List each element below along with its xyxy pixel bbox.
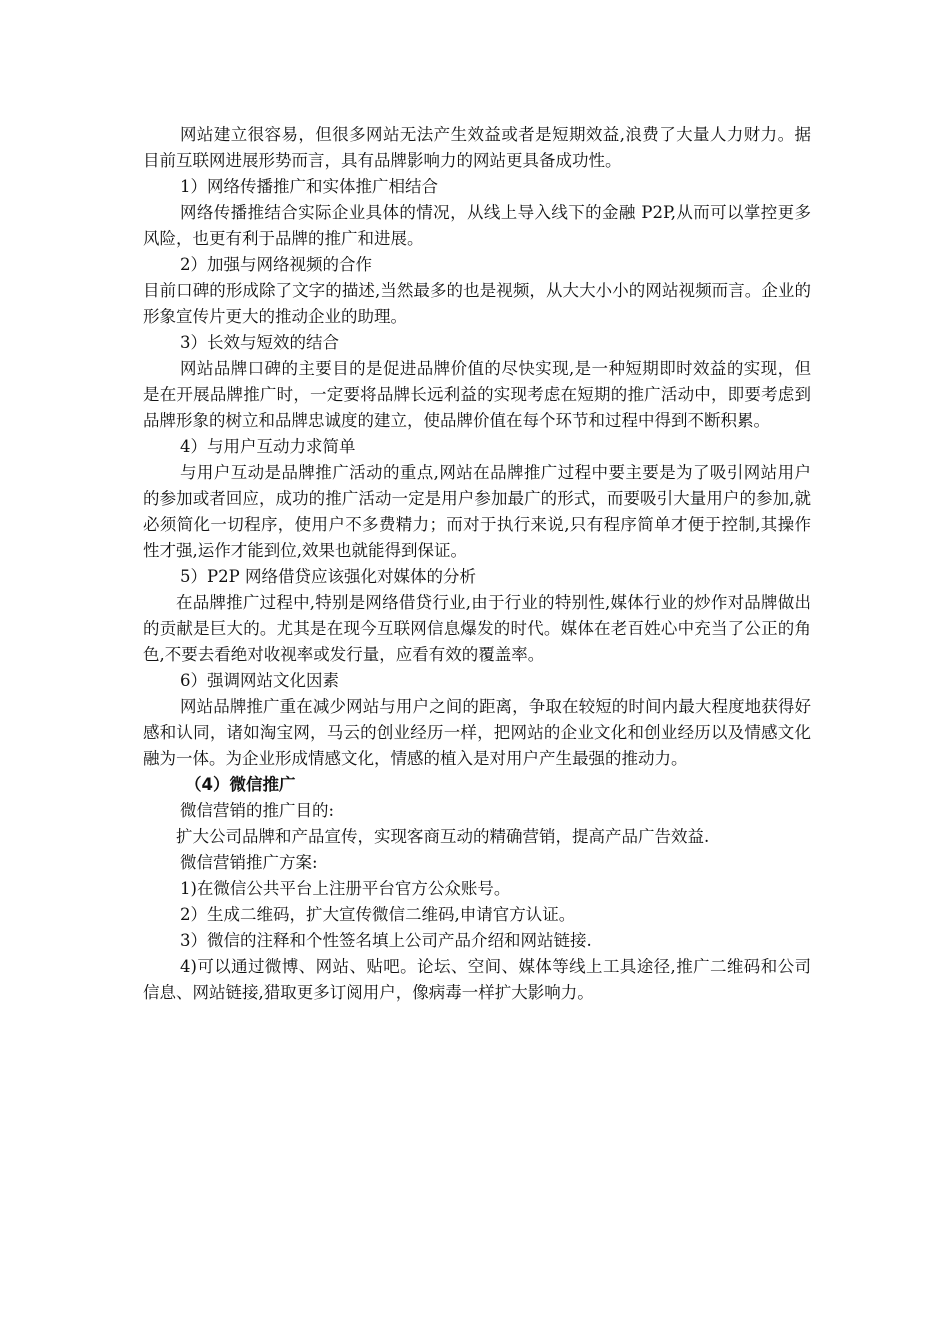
subheading-4: 4）与用户互动力求简单 — [180, 437, 356, 456]
subheading-2: 2）加强与网络视频的合作 — [180, 255, 372, 274]
paragraph-intro: 网站建立很容易，但很多网站无法产生效益或者是短期效益,浪费了大量人力财力。据目前互联网进展形势而言，具有品牌影响力的网站更具备成功性。 — [143, 125, 811, 170]
paragraph-5: 在品牌推广过程中,特别是网络借贷行业,由于行业的特别性,媒体行业的炒作对品牌做出的贡献是巨大的。尤其是在现今互联网信息爆发的时代。媒体在老百姓心中充当了公正的角色,不要去看绝对收视率或发行量，应看有效的覆盖率。 — [143, 593, 811, 664]
section-heading-wechat: （4）微信推广 — [185, 775, 296, 794]
paragraph-1: 网络传播推结合实际企业具体的情况，从线上导入线下的金融 P2P,从而可以掌控更多风险，也更有利于品牌的推广和进展。 — [143, 203, 811, 248]
wechat-plan-item-4: 4)可以通过微博、网站、贴吧。论坛、空间、媒体等线上工具途径,推广二维码和公司信息、网站链接,猎取更多订阅用户，像病毒一样扩大影响力。 — [143, 957, 811, 1002]
wechat-purpose-label: 微信营销的推广目的: — [180, 801, 335, 820]
wechat-plan-item-1: 1)在微信公共平台上注册平台官方公众账号。 — [180, 879, 511, 898]
paragraph-4: 与用户互动是品牌推广活动的重点,网站在品牌推广过程中要主要是为了吸引网站用户的参加或者回应，成功的推广活动一定是用户参加最广的形式，而要吸引大量用户的参加,就必须简化一切程序，使用户不多费精力；而对于执行来说,只有程序简单才便于控制,其操作性才强,运作才能到位,效果也就能得到保证。 — [143, 463, 811, 560]
wechat-purpose-text: 扩大公司品牌和产品宣传，实现客商互动的精确营销，提高产品广告效益. — [176, 827, 710, 846]
paragraph-3: 网站品牌口碑的主要目的是促进品牌价值的尽快实现,是一种短期即时效益的实现，但是在开展品牌推广时，一定要将品牌长远利益的实现考虑在短期的推广活动中，即要考虑到品牌形象的树立和品牌忠诚度的建立，使品牌价值在每个环节和过程中得到不断积累。 — [143, 359, 811, 430]
subheading-5: 5）P2P 网络借贷应该强化对媒体的分析 — [180, 567, 476, 586]
subheading-1: 1）网络传播推广和实体推广相结合 — [180, 177, 438, 196]
document-page — [143, 122, 811, 1006]
wechat-plan-item-3: 3）微信的注释和个性签名填上公司产品介绍和网站链接. — [180, 931, 592, 950]
paragraph-6: 网站品牌推广重在减少网站与用户之间的距离，争取在较短的时间内最大程度地获得好感和认同，诸如淘宝网，马云的创业经历一样，把网站的企业文化和创业经历以及情感文化融为一体。为企业形成情感文化，情感的植入是对用户产生最强的推动力。 — [143, 697, 811, 768]
wechat-plan-label: 微信营销推广方案: — [180, 853, 318, 872]
paragraph-2: 目前口碑的形成除了文字的描述,当然最多的也是视频，从大大小小的网站视频而言。企业的形象宣传片更大的推动企业的助理。 — [143, 281, 811, 326]
subheading-6: 6）强调网站文化因素 — [180, 671, 339, 690]
wechat-plan-item-2: 2）生成二维码，扩大宣传微信二维码,申请官方认证。 — [180, 905, 576, 924]
subheading-3: 3）长效与短效的结合 — [180, 333, 339, 352]
